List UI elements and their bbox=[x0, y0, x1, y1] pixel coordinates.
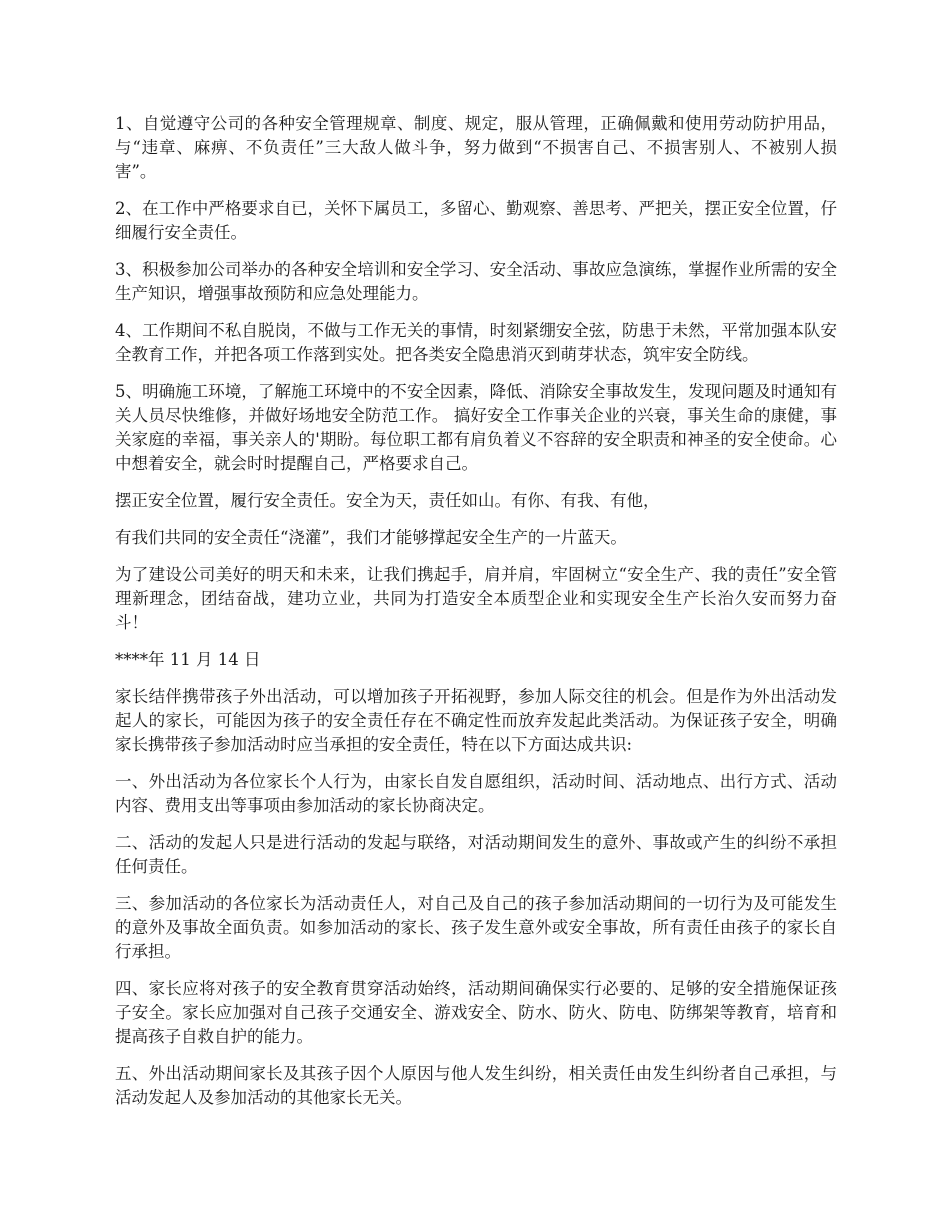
paragraph-13: 三、参加活动的各位家长为活动责任人，对自己及自己的孩子参加活动期间的一切行为及可能发生的意外及事故全面负责。如参加活动的家长、孩子发生意外或安全事故，所有责任由孩子的家长自行承担。 bbox=[115, 894, 837, 961]
paragraph-11: 一、外出活动为各位家长个人行为，由家长自发自愿组织，活动时间、活动地点、出行方式、活动内容、费用支出等事项由参加活动的家长协商决定。 bbox=[115, 772, 837, 815]
paragraph-7: 有我们共同的安全责任“浇灌”，我们才能够撑起安全生产的一片蓝天。 bbox=[115, 528, 627, 547]
paragraph-15: 五、外出活动期间家长及其孩子因个人原因与他人发生纠纷，相关责任由发生纠纷者自己承担，与活动发起人及参加活动的其他家长无关。 bbox=[115, 1064, 837, 1107]
paragraph-14: 四、家长应将对孩子的安全教育贯穿活动始终，活动期间确保实行必要的、足够的安全措施保证孩子安全。家长应加强对自己孩子交通安全、游戏安全、防水、防火、防电、防绑架等教育，培育和提高孩子自救自护的能力。 bbox=[115, 979, 837, 1046]
paragraph-1: 1、自觉遵守公司的各种安全管理规章、制度、规定，服从管理，正确佩戴和使用劳动防护用品，与“违章、麻痹、不负责任”三大敌人做斗争，努力做到“不损害自己、不损害别人、不被别人损害”。 bbox=[115, 114, 837, 181]
paragraph-3: 3、积极参加公司举办的各种安全培训和安全学习、安全活动、事故应急演练，掌握作业所需的安全生产知识，增强事故预防和应急处理能力。 bbox=[115, 260, 837, 303]
paragraph-5: 5、明确施工环境，了解施工环境中的不安全因素，降低、消除安全事故发生，发现问题及时通知有关人员尽快维修，并做好场地安全防范工作。 搞好安全工作事关企业的兴衰，事关生命的康健，事关家庭的幸福，事关亲人的'期盼。每位职工都有肩负着义不容辞的安全职责和神圣的安全使命。心中想着安全，就会时时提醒自己，严格要求自己。 bbox=[115, 382, 837, 473]
date-line: ****年 11 月 14 日 bbox=[115, 650, 261, 669]
document-body bbox=[115, 112, 837, 1123]
paragraph-8: 为了建设公司美好的明天和未来，让我们携起手，肩并肩，牢固树立“安全生产、我的责任”安全管理新理念，团结奋战，建功立业，共同为打造安全本质型企业和实现安全生产长治久安而努力奋斗！ bbox=[115, 565, 837, 632]
paragraph-10: 家长结伴携带孩子外出活动，可以增加孩子开拓视野，参加人际交往的机会。但是作为外出活动发起人的家长，可能因为孩子的安全责任存在不确定性而放弃发起此类活动。为保证孩子安全，明确家长携带孩子参加活动时应当承担的安全责任，特在以下方面达成共识: bbox=[115, 687, 837, 754]
paragraph-6: 摆正安全位置，履行安全责任。安全为天，责任如山。有你、有我、有他， bbox=[115, 491, 660, 510]
paragraph-12: 二、活动的发起人只是进行活动的发起与联络，对活动期间发生的意外、事故或产生的纠纷不承担任何责任。 bbox=[115, 833, 837, 876]
paragraph-2: 2、在工作中严格要求自已，关怀下属员工，多留心、勤观察、善思考、严把关，摆正安全位置，仔细履行安全责任。 bbox=[115, 199, 837, 242]
paragraph-4: 4、工作期间不私自脱岗，不做与工作无关的事情，时刻紧绷安全弦，防患于未然，平常加强本队安全教育工作，并把各项工作落到实处。把各类安全隐患消灭到萌芽状态，筑牢安全防线。 bbox=[115, 321, 837, 364]
